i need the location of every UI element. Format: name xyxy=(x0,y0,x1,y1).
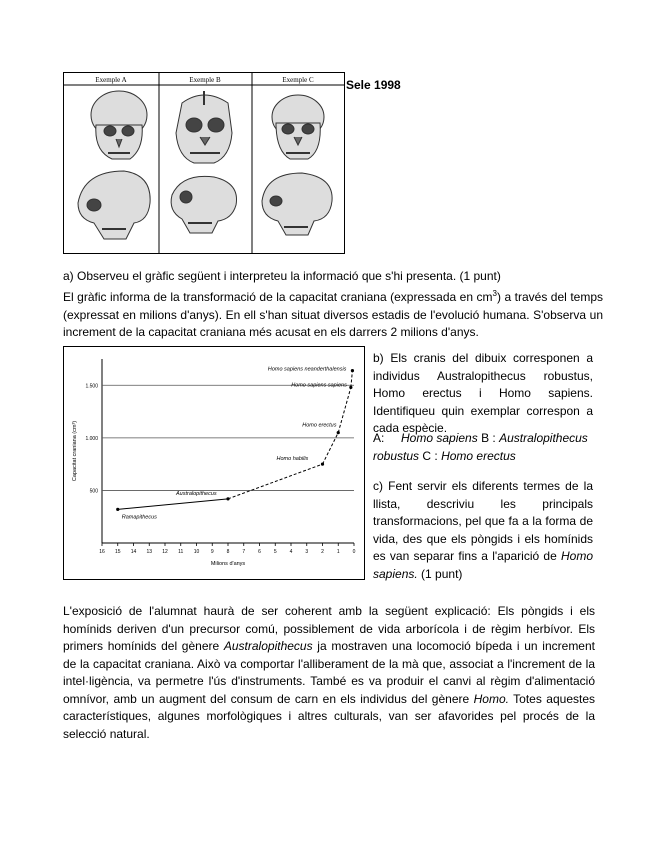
question-a-answer xyxy=(63,285,603,342)
question-c-part2: (1 punt) xyxy=(421,566,463,581)
x-tick-label: 0 xyxy=(352,549,356,555)
col-label-b: Exemple B xyxy=(189,76,221,84)
data-point xyxy=(321,463,324,466)
skull-a-side-icon xyxy=(78,171,150,239)
explanation-t1-italic: Australopithecus xyxy=(223,639,313,653)
x-tick-label: 10 xyxy=(193,549,200,555)
data-point xyxy=(337,431,340,434)
data-label: Ramapithecus xyxy=(121,514,157,521)
explanation-t1: L'exposició de l'alumnat haurà de ser coherent amb la següent explicació: Els pòngids i els homínids deriven d'un precursor comú, possiblement de vida arborícola i de règim herbívor. Els primers homínids del gènere xyxy=(63,604,595,653)
data-label: Homo sapiens neanderthalensis xyxy=(267,366,347,373)
skull-drawings xyxy=(64,73,344,253)
x-tick-label: 9 xyxy=(210,549,214,555)
x-tick-label: 3 xyxy=(305,549,309,555)
x-tick-label: 4 xyxy=(289,549,293,555)
series-segment xyxy=(351,371,353,388)
page-title: Sele 1998 xyxy=(346,78,401,92)
x-tick-label: 14 xyxy=(130,549,137,555)
series-segment xyxy=(338,387,351,432)
question-b-prompt: b) Els cranis del dibuix corresponen a individus Australopithecus robustus, Homo erectus i Homo sapiens. Identifiqueu quin exemplar correspon a cada espècie. xyxy=(373,351,593,435)
answer-b-c-label: C : xyxy=(422,448,438,463)
data-point xyxy=(349,386,352,389)
x-axis-label: Milions d'anys xyxy=(210,561,246,567)
col-label-c: Exemple C xyxy=(282,76,314,84)
question-c-part1: c) Fent servir els diferents termes de la llista, descriviu les principals transformacions, pel que fa a la forma de vida, des que els pòngids i els homínids es van separar fins a l'aparició de xyxy=(373,479,593,563)
x-tick-label: 15 xyxy=(114,549,121,555)
y-tick-label: 1.000 xyxy=(85,435,98,442)
x-tick-label: 8 xyxy=(226,549,230,555)
answer-a-part2: ) a través del temps (expressat en milions d'anys). En ell s'han situat diversos estadis de l'evolució humana. S'observa un increment de la capacitat craniana més acusat en els darrers 2 milions d'anys. xyxy=(63,290,603,339)
skull-b-side-icon xyxy=(171,176,236,233)
chart-svg xyxy=(64,347,364,579)
y-tick-label: 500 xyxy=(89,488,98,495)
skull-c-side-icon xyxy=(262,173,332,235)
question-a-prompt: a) Observeu el gràfic següent i interpreteu la informació que s'hi presenta. (1 punt) xyxy=(63,269,501,283)
data-point xyxy=(226,497,229,500)
answer-b-b: Australopithecus robustus xyxy=(373,431,588,463)
series-segment xyxy=(118,499,228,510)
data-label: Australopithecus xyxy=(176,490,217,497)
x-tick-label: 16 xyxy=(99,549,105,555)
data-label: Homo erectus xyxy=(302,422,337,429)
data-point xyxy=(351,369,354,372)
data-point xyxy=(116,508,119,511)
x-tick-label: 5 xyxy=(273,549,277,555)
y-tick-label: 1.500 xyxy=(85,383,98,390)
col-label-a: Exemple A xyxy=(95,76,127,84)
answer-b-a: Homo sapiens xyxy=(401,431,478,445)
answer-b-b-label: B : xyxy=(481,431,496,445)
question-c-prompt xyxy=(373,478,593,583)
x-tick-label: 11 xyxy=(178,549,184,555)
question-b-answer xyxy=(373,430,598,465)
series-segment xyxy=(323,433,339,465)
x-tick-label: 1 xyxy=(336,549,340,555)
skull-figure xyxy=(63,72,345,254)
answer-b-a-label: A: xyxy=(373,431,385,445)
answer-b-c: Homo erectus xyxy=(441,448,516,463)
explanation-t2-italic: Homo. xyxy=(473,691,509,706)
question-c-italic: Homo sapiens. xyxy=(373,549,593,581)
x-tick-label: 2 xyxy=(321,549,324,555)
series-segment xyxy=(228,464,323,499)
y-axis-label: Capacitat craniana (cm³) xyxy=(72,420,78,482)
answer-a-sup: 3 xyxy=(492,289,497,298)
skull-c-front-icon xyxy=(272,95,324,159)
x-tick-label: 6 xyxy=(258,549,261,555)
explanation-t2: ja mostraven una locomoció bípeda i un increment de la capacitat craniana. Això va comportar l'alliberament de la mà que, associat a l'increment de la intel·ligència, va permetre l'ús d'instruments. També es va produir el canvi al règim d'alimentació omnívor, amb un augment del consum de carn en els individus del gènere xyxy=(63,639,595,706)
data-label: Homo sapiens sapiens xyxy=(291,382,347,389)
x-tick-label: 7 xyxy=(242,549,246,555)
answer-a-part1: El gràfic informa de la transformació de la capacitat craniana (expressada en cm xyxy=(63,290,493,304)
skull-b-front-icon xyxy=(176,91,232,163)
x-tick-label: 12 xyxy=(162,549,168,555)
data-label: Homo habilis xyxy=(276,456,309,463)
x-tick-label: 13 xyxy=(146,549,153,555)
capacity-chart xyxy=(63,346,365,580)
explanation-paragraph xyxy=(63,603,595,743)
explanation-t3: Totes aquestes característiques, algunes morfològiques i altres culturals, van ser afavorides pel procés de la selecció natural. xyxy=(63,691,595,741)
skull-a-front-icon xyxy=(91,91,147,159)
